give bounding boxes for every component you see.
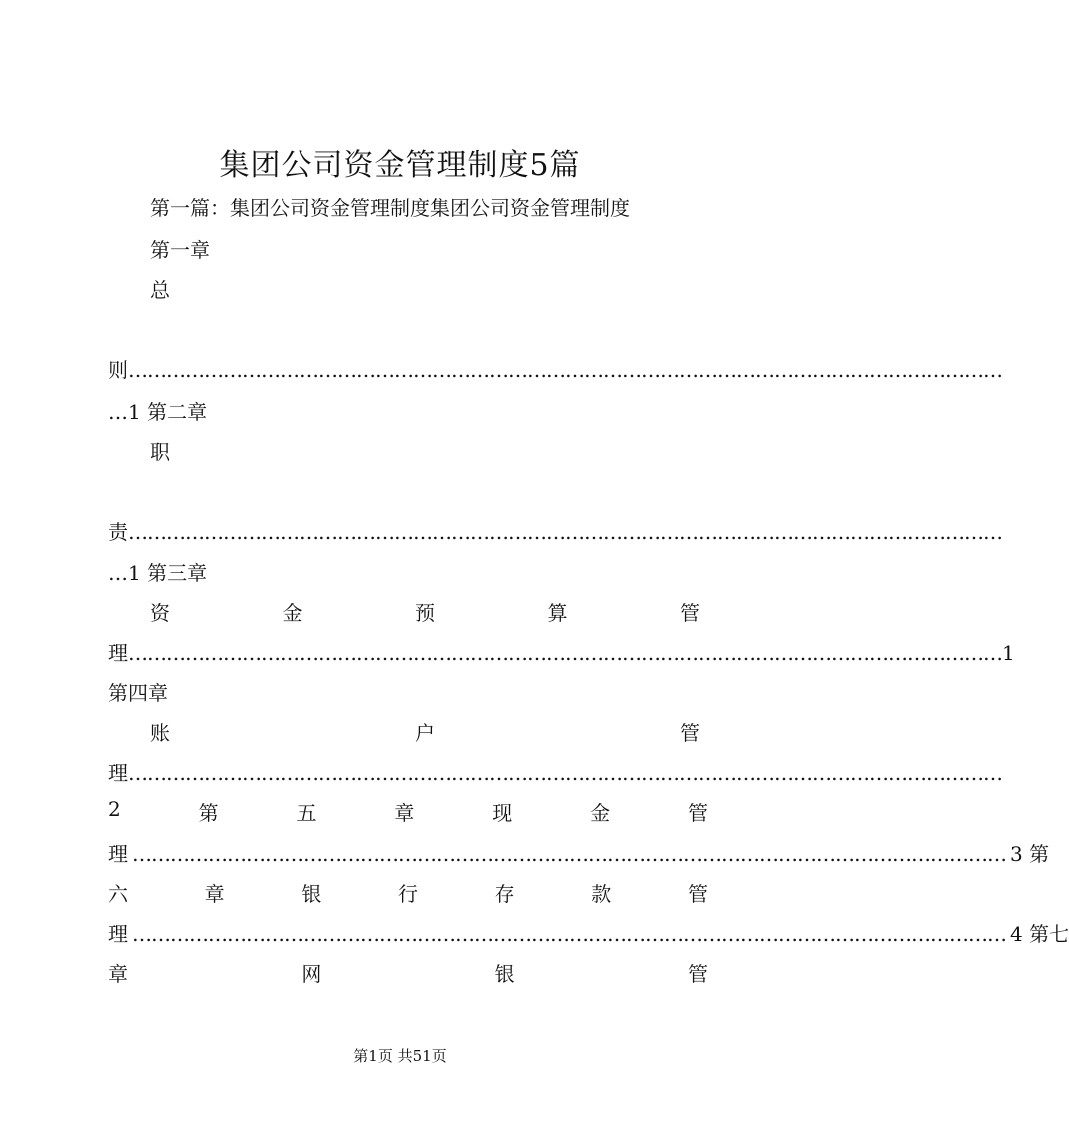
toc-dotted-line [108,516,1002,545]
toc-text-line: …1 第三章 [108,561,208,585]
toc-char: 管 [687,801,708,825]
document-title: 集团公司资金管理制度5篇 [219,148,581,183]
toc-page-number: 3 第 [1010,842,1050,866]
toc-char: 管 [687,882,708,906]
toc-dotted-line [108,637,1015,666]
toc-leader-dots: ………………………………………………………………………………………………………………………… [128,520,1002,544]
toc-spread-line [150,717,700,746]
toc-dotted-line [108,757,1002,786]
toc-leader-dots: ………………………………………………………………………………………………………………………… [128,358,1002,382]
toc-char: 2 [108,797,121,821]
toc-dotted-line [108,918,1069,947]
page-footer: 第1页 共51页 [353,1047,447,1065]
subtitle-line: 第一篇：集团公司资金管理制度集团公司资金管理制度 [150,196,630,220]
toc-dotted-line [108,354,1002,383]
toc-char: 银 [301,882,322,906]
toc-char: 预 [415,601,435,625]
toc-line-head: 则 [108,358,128,382]
toc-char: 算 [547,601,568,625]
toc-dotted-line [108,838,1050,867]
toc-char: 章 [394,801,415,825]
toc-char: 章 [204,882,225,906]
toc-char: 银 [494,962,515,986]
toc-char: 金 [590,801,611,825]
toc-leader-dots: ………………………………………………………………………………………………………………………… [128,761,1002,785]
toc-char: 资 [150,601,170,625]
toc-char: 账 [150,721,170,745]
toc-char: 现 [492,801,513,825]
toc-leader-dots: ………………………………………………………………………………………………………………………… [132,842,1006,866]
toc-char: 金 [282,601,303,625]
toc-chapter-1: 第一章 [150,238,210,262]
toc-spread-line [108,878,708,907]
toc-line-head: 理 [108,842,128,866]
toc-text-line: 职 [150,440,170,464]
toc-char: 管 [680,721,700,745]
toc-line-head: 理 [108,761,128,785]
toc-char: 五 [296,801,317,825]
toc-char: 第 [198,801,219,825]
toc-char: 章 [108,962,128,986]
toc-char: 户 [415,721,435,745]
toc-leader-dots: ………………………………………………………………………………………………………………………… [128,641,1002,665]
toc-text-line: …1 第二章 [108,400,208,424]
toc-leader-dots: ………………………………………………………………………………………………………………………… [132,922,1006,946]
toc-spread-line [150,597,700,626]
toc-char: 行 [397,882,418,906]
toc-page-number: 4 第七 [1010,922,1069,946]
toc-char: 管 [687,962,708,986]
toc-spread-line [108,797,708,826]
toc-char: 管 [680,601,700,625]
toc-char: 六 [108,882,128,906]
toc-char: 网 [301,962,322,986]
toc-char: 款 [591,882,612,906]
toc-char: 存 [494,882,515,906]
toc-text-line: 总 [150,278,170,302]
toc-spread-line [108,958,708,987]
toc-line-head: 责 [108,520,128,544]
toc-page-number: 1 [1002,641,1015,665]
toc-line-head: 理 [108,922,128,946]
toc-chapter-4: 第四章 [108,681,168,705]
toc-line-head: 理 [108,641,128,665]
